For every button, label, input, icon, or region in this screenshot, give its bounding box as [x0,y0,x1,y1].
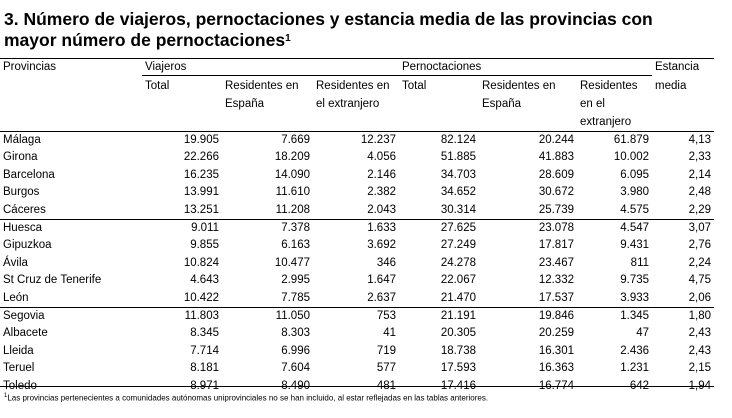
cell-v-total: 9.855 [190,239,219,252]
cell-v-ext: 2.043 [367,203,396,216]
cell-v-total: 19.905 [183,134,219,146]
cell-prov: Teruel [3,362,35,375]
cell-est: 3,07 [652,220,714,238]
cell-est: 2,15 [688,362,712,375]
cell-prov: Burgos [3,186,40,199]
cell-v-ext: 2.146 [367,168,396,181]
cell-est: 2,06 [688,291,712,304]
header-pernoctaciones-total: Total [399,76,479,132]
header-viajeros-residentes-espana: Residentes en España [222,76,313,132]
cell-p-esp: 17.537 [538,291,574,304]
cell-v-esp: 11.208 [275,203,310,216]
cell-p-total: 17.416 [440,379,476,392]
cell-v-total: 10.422 [183,291,219,304]
cell-p-total: 30.314 [440,203,476,216]
cell-est: 2,33 [688,151,712,164]
cell-v-esp: 8.490 [281,379,310,392]
cell-p-esp: 30.672 [538,186,574,199]
header-pernoctaciones-residentes-extranjero: Residentes en el extranjero [577,76,652,132]
cell-p-total: 51.885 [440,151,476,164]
cell-prov: Albacete [3,327,48,340]
cell-prov: Segovia [0,308,142,326]
cell-p-esp: 12.332 [538,274,574,287]
cell-est: 2,43 [688,327,712,340]
cell-p-ext: 10.002 [613,151,650,164]
cell-v-esp: 6.163 [281,239,310,252]
header-provincias: Provincias [0,59,142,76]
cell-v-total: 8.181 [190,362,219,375]
table-row [0,237,714,254]
cell-est: 1,80 [652,308,714,326]
cell-p-total: 34.652 [440,186,476,199]
cell-est: 4,13 [688,134,712,146]
cell-v-ext: 2.637 [367,291,396,304]
cell-v-ext: 3.692 [367,239,396,252]
cell-p-total: 27.625 [399,220,479,238]
cell-est: 2,48 [688,186,712,199]
table-row [0,167,714,184]
table-row [0,272,714,289]
cell-v-esp: 11.050 [222,308,313,326]
cell-v-total: 11.803 [142,308,222,326]
cell-prov: León [3,291,29,304]
cell-p-esp: 25.739 [538,203,574,216]
table-row [0,184,714,201]
cell-p-ext: 61.879 [613,134,650,146]
cell-p-ext: 3.933 [620,291,650,304]
cell-v-esp: 7.604 [281,362,310,375]
footnote-text: Las provincias pertenecientes a comunidades autónomas uniprovinciales no se han incluido, al estar reflejadas en las tablas anteriores. [7,393,489,403]
cell-v-ext: 12.237 [360,134,396,146]
cell-est: 2,29 [688,203,712,216]
cell-v-total: 4.643 [190,274,219,287]
cell-est: 1,94 [688,379,712,392]
cell-p-total: 21.470 [440,291,476,304]
cell-p-ext: 9.431 [620,239,650,252]
table-row [0,360,714,377]
table-bottom-rule [0,386,714,387]
table-row [0,290,714,308]
cell-prov: Barcelona [3,168,55,181]
cell-prov: Gipuzkoa [3,239,52,252]
cell-p-esp: 16.774 [538,379,574,392]
cell-v-ext: 1.647 [367,274,396,287]
cell-prov: Ávila [3,256,28,269]
cell-v-esp: 11.610 [275,186,310,199]
cell-p-ext: 1.231 [620,362,650,375]
table-row [0,343,714,360]
cell-v-ext: 2.382 [367,186,396,199]
cell-v-esp: 7.378 [222,220,313,238]
table-row [0,325,714,342]
cell-p-total: 34.703 [440,168,476,181]
data-table [0,58,714,395]
cell-p-esp: 17.817 [538,239,574,252]
cell-est: 2,76 [688,239,712,252]
cell-p-total: 21.191 [399,308,479,326]
cell-p-total: 27.249 [440,239,476,252]
cell-est: 4,75 [688,274,712,287]
cell-v-total: 13.251 [183,203,219,216]
cell-v-esp: 10.477 [274,256,310,269]
footnote-mark: 1 [4,393,8,399]
table-title [4,9,704,51]
cell-v-esp: 6.996 [281,344,310,357]
cell-p-esp: 28.609 [538,168,574,181]
cell-v-total: 8.345 [190,327,219,340]
cell-p-ext: 4.575 [620,203,650,216]
cell-v-esp: 7.669 [281,134,310,146]
table-row [0,308,714,326]
cell-p-esp: 19.846 [479,308,577,326]
cell-p-ext: 642 [629,379,650,392]
header-pernoctaciones-residentes-espana: Residentes en España [479,76,577,132]
cell-est: 2,43 [688,344,712,357]
cell-p-esp: 41.883 [538,151,574,164]
cell-prov: Cáceres [3,203,46,216]
header-estancia: Estancia [652,59,714,76]
title-text: 3. Número de viajeros, pernoctaciones y estancia media de las provincias con mayor número de pernoctaciones [4,9,653,50]
cell-v-total: 13.991 [183,186,219,199]
cell-p-esp: 20.259 [538,327,574,340]
cell-v-ext: 481 [376,379,396,392]
header-media: media [652,76,714,132]
cell-prov: Huesca [0,220,142,238]
title-footnote-mark: 1 [285,33,291,44]
cell-p-esp: 16.363 [538,362,574,375]
cell-p-total: 17.593 [440,362,476,375]
cell-v-total: 8.971 [190,379,219,392]
cell-v-total: 16.235 [183,168,219,181]
cell-p-esp: 23.078 [479,220,577,238]
cell-v-esp: 2.995 [281,274,310,287]
cell-v-total: 7.714 [190,344,219,357]
header-viajeros: Viajeros [142,59,399,76]
cell-p-esp: 16.301 [538,344,574,357]
cell-p-esp: 23.467 [538,256,574,269]
cell-p-ext: 6.095 [620,168,650,181]
header-pernoctaciones: Pernoctaciones [399,59,652,76]
table-row [0,220,714,238]
cell-p-ext: 47 [636,327,650,340]
header-viajeros-residentes-extranjero: Residentes en el extranjero [313,76,399,132]
cell-est: 2,24 [688,256,712,269]
cell-v-total: 22.266 [183,151,219,164]
cell-v-ext: 577 [376,362,396,375]
cell-v-esp: 18.209 [274,151,310,164]
cell-est: 2,14 [688,168,712,181]
cell-v-ext: 753 [313,308,399,326]
cell-v-ext: 719 [376,344,396,357]
table-row [0,255,714,272]
cell-p-total: 22.067 [440,274,476,287]
cell-p-ext: 1.345 [577,308,652,326]
table-row [0,132,714,150]
cell-v-esp: 14.090 [274,168,310,181]
cell-v-ext: 41 [383,327,396,340]
cell-prov: Girona [3,151,38,164]
cell-p-ext: 4.547 [577,220,652,238]
cell-v-esp: 7.785 [281,291,310,304]
header-provincias-blank [0,76,142,132]
table-row [0,149,714,166]
cell-prov: St Cruz de Tenerife [3,274,102,287]
cell-p-ext: 2.436 [620,344,650,357]
cell-p-ext: 3.980 [620,186,650,199]
cell-p-total: 18.738 [440,344,476,357]
cell-p-esp: 20.244 [538,134,574,146]
cell-prov: Toledo [3,379,37,392]
cell-v-esp: 8.303 [281,327,310,340]
cell-prov: Lleida [3,344,34,357]
cell-v-total: 9.011 [142,220,222,238]
footnote [4,391,488,404]
cell-v-ext: 1.633 [313,220,399,238]
cell-p-total: 82.124 [440,134,476,146]
cell-v-total: 10.824 [183,256,219,269]
cell-v-ext: 4.056 [367,151,396,164]
table-row [0,202,714,220]
cell-p-total: 24.278 [440,256,476,269]
cell-p-ext: 9.735 [620,274,650,287]
cell-v-ext: 346 [376,256,396,269]
cell-p-total: 20.305 [440,327,476,340]
table-body [0,132,714,396]
cell-p-ext: 811 [630,256,650,269]
cell-prov: Málaga [3,134,41,146]
header-viajeros-total: Total [142,76,222,132]
